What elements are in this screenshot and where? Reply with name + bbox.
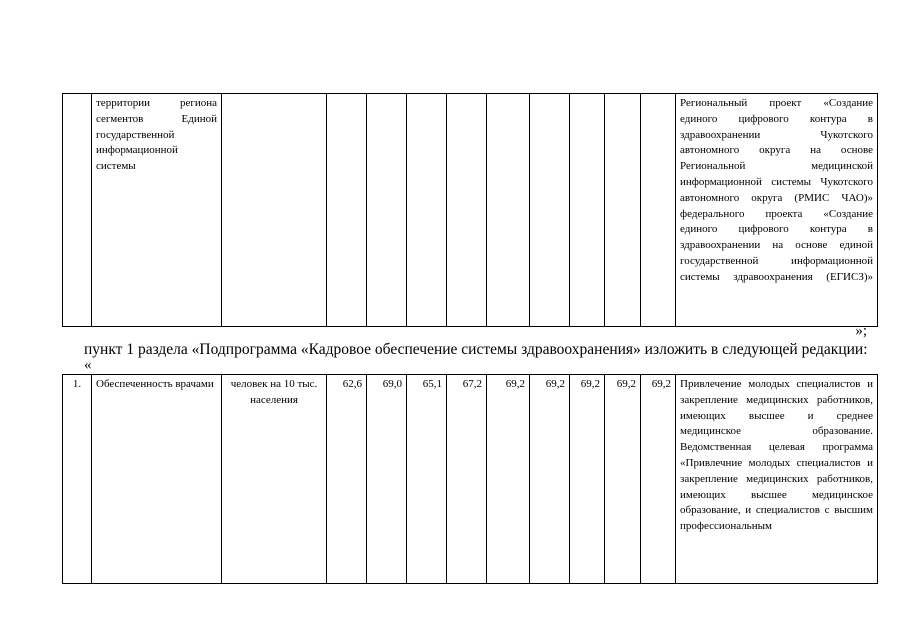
opening-quote: « xyxy=(84,357,92,373)
empty-cell xyxy=(407,94,447,327)
table-row xyxy=(63,94,878,327)
staffing-indicator-table xyxy=(62,374,878,584)
closing-quote: »; xyxy=(855,323,867,339)
row-number-cell: 1. xyxy=(63,375,92,584)
empty-cell xyxy=(367,94,407,327)
empty-cell xyxy=(487,94,530,327)
indicator-name-cell: территории региона сегментов Единой государственной информационной системы xyxy=(92,94,222,327)
row-number-cell xyxy=(63,94,92,327)
empty-cell xyxy=(570,94,605,327)
empty-cell xyxy=(327,94,367,327)
value-cell: 69,0 xyxy=(367,375,407,584)
project-description-cell: Региональный проект «Создание единого цифрового контура в здравоохранении Чукотского автономного округа на основе Региональной медицинской информационной системы Чукотского автономного округа (РМИС ЧАО)» федерального проекта «Создание единого цифрового контура в здравоохранении на основе единой государственной информационной системы здравоохранения (ЕГИСЗ)» xyxy=(676,94,878,327)
value-cell: 67,2 xyxy=(447,375,487,584)
measures-description-cell: Привлечение молодых специалистов и закрепление медицинских работников, имеющих высшее и среднее медицинское образование. Ведомственная целевая программа «Привлечние молодых специалистов и закрепление медицинских работников, имеющих высшее медицинское образование, и специалистов с высшим профессиональным xyxy=(676,375,878,584)
empty-cell xyxy=(605,94,641,327)
value-cell: 69,2 xyxy=(530,375,570,584)
indicator-name-cell: Обеспеченность врачами xyxy=(92,375,222,584)
table-row xyxy=(63,375,878,584)
amendment-instruction: пункт 1 раздела «Подпрограмма «Кадровое обеспечение системы здравоохранения» изложить в следующей редакции: xyxy=(84,341,868,358)
value-cell: 69,2 xyxy=(605,375,641,584)
value-cell: 65,1 xyxy=(407,375,447,584)
unit-cell: человек на 10 тыс. населения xyxy=(222,375,327,584)
empty-cell xyxy=(641,94,676,327)
value-cell: 62,6 xyxy=(327,375,367,584)
empty-cell xyxy=(530,94,570,327)
empty-cell xyxy=(447,94,487,327)
program-table-continuation xyxy=(62,93,878,327)
value-cell: 69,2 xyxy=(641,375,676,584)
value-cell: 69,2 xyxy=(487,375,530,584)
value-cell: 69,2 xyxy=(570,375,605,584)
empty-cell xyxy=(222,94,327,327)
